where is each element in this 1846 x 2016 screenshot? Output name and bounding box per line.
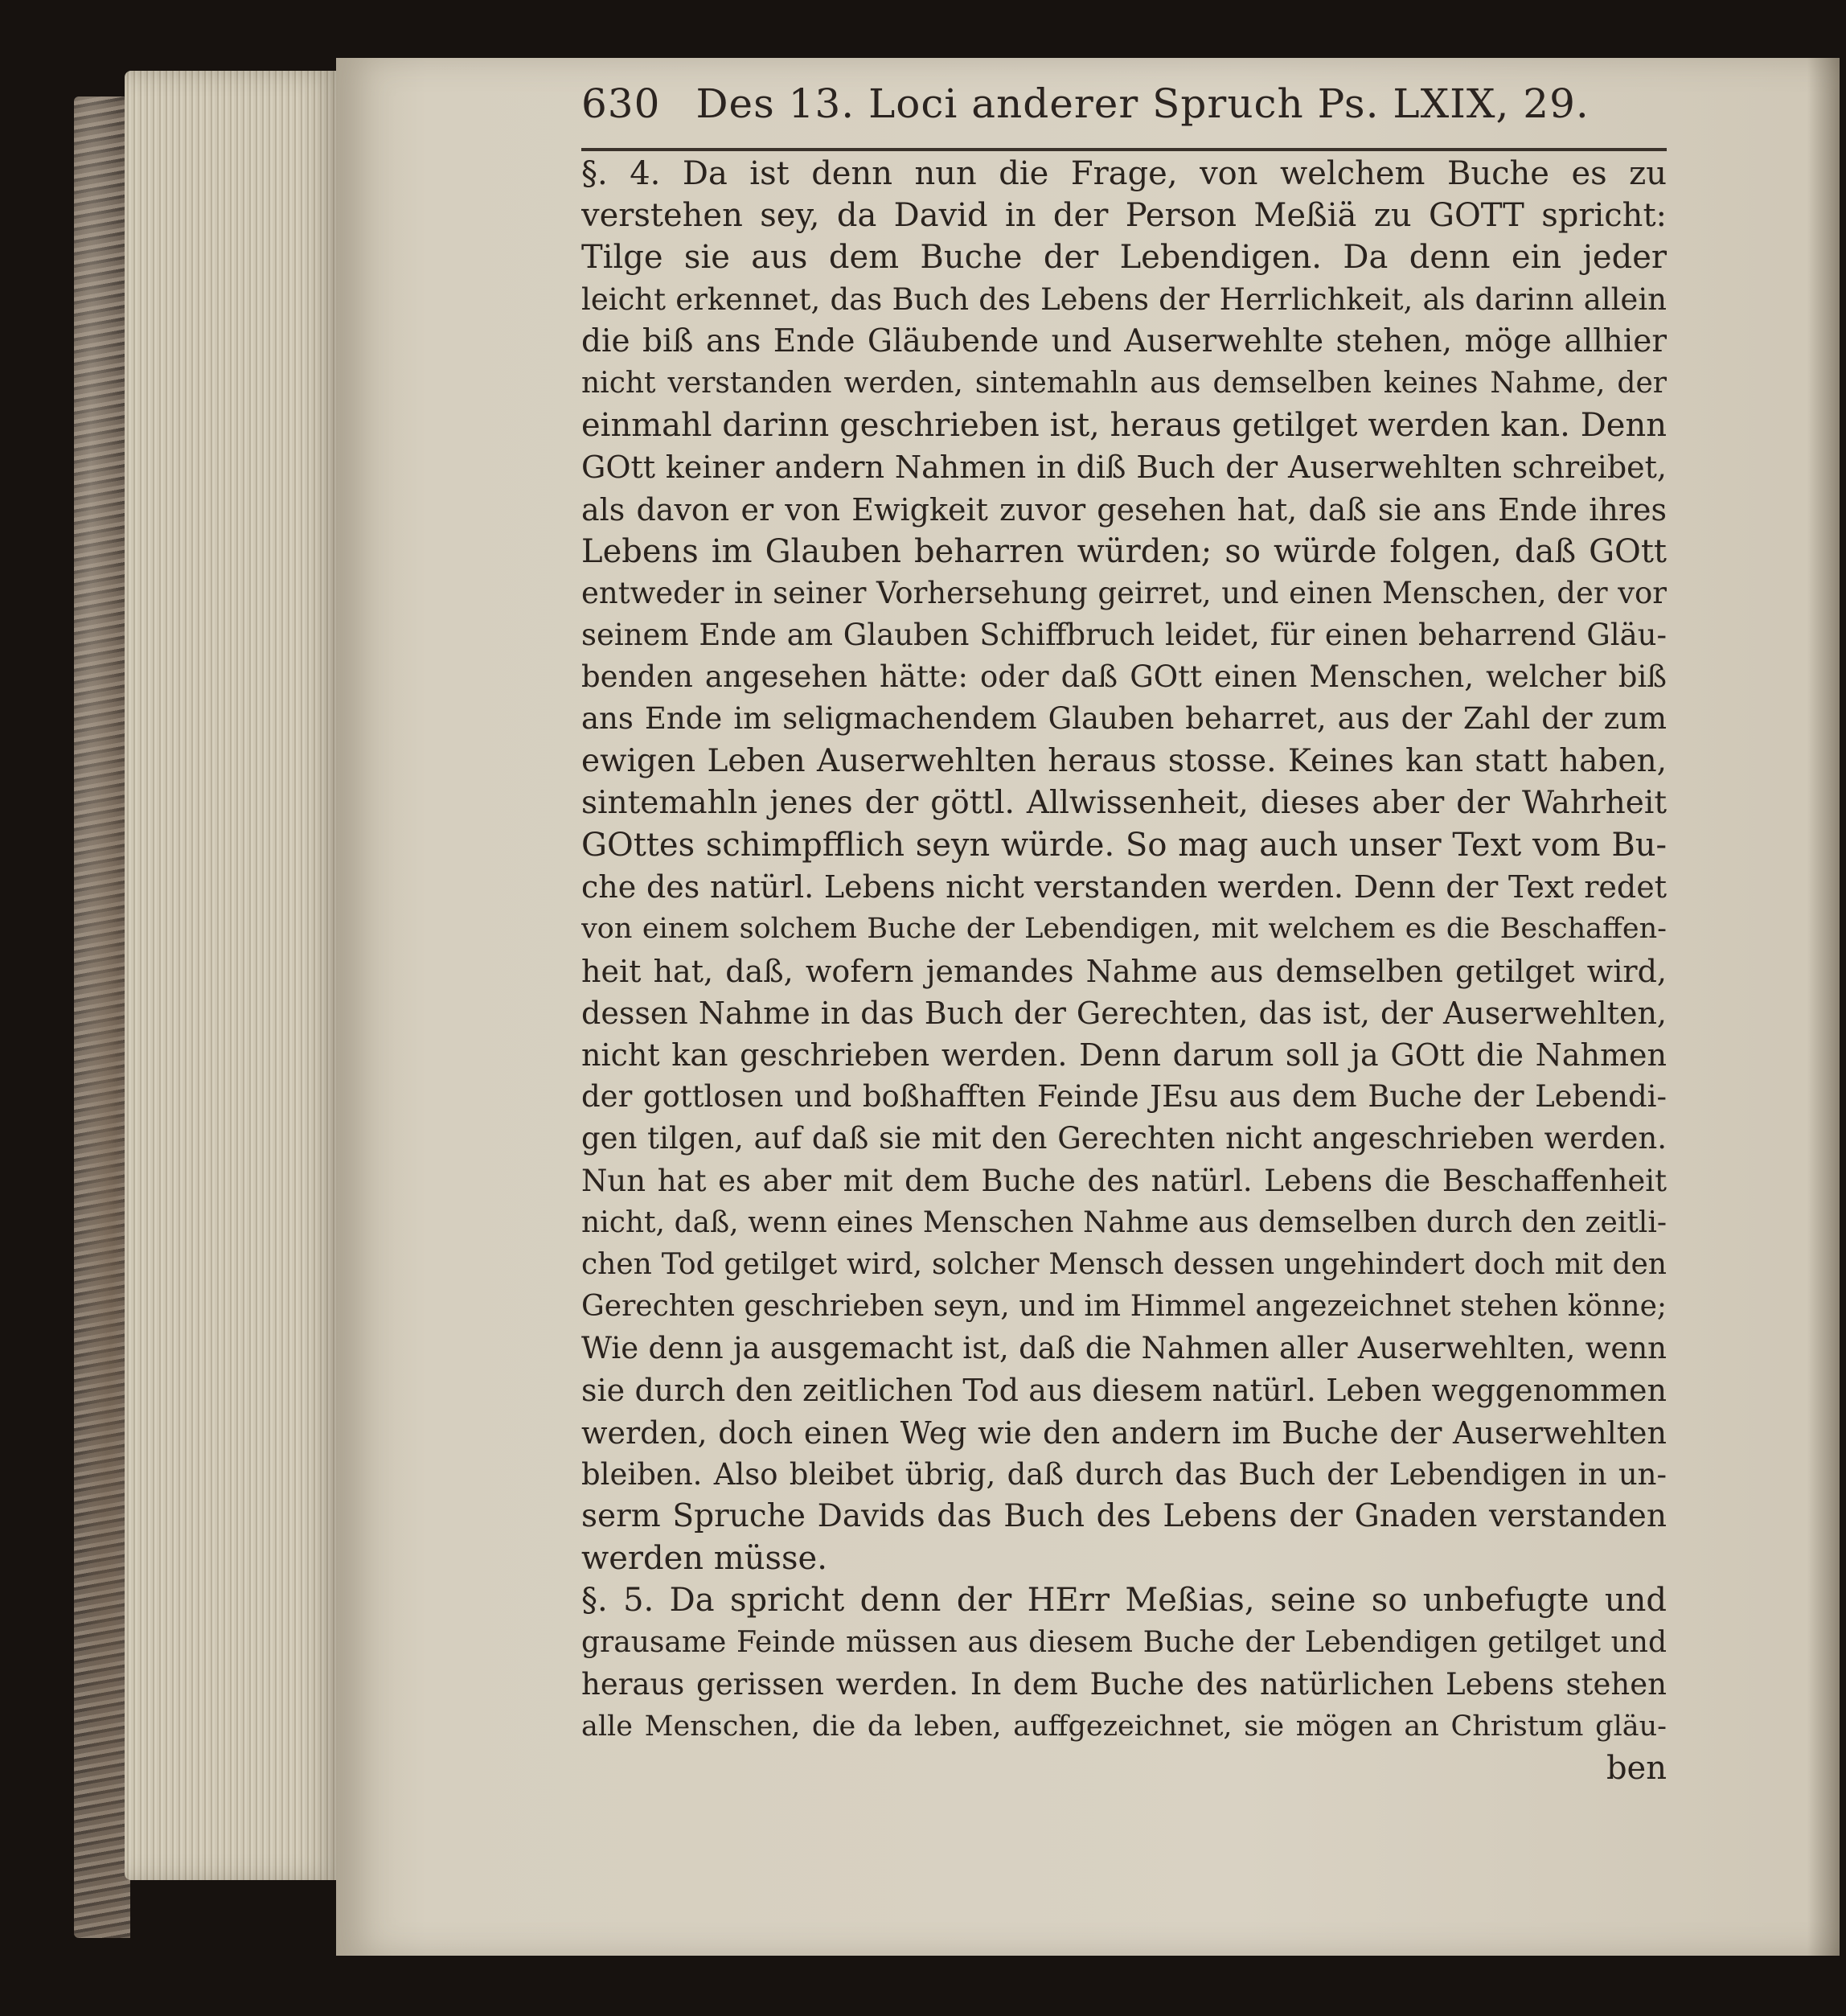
text-line: sie durch den zeitlichen Tod aus diesem natürl. Leben weggenommen [581,1373,1667,1409]
text-line: entweder in seiner Vorhersehung geirret, und einen Menschen, der vor [581,575,1667,610]
text-line: Tilge sie aus dem Buche der Lebendigen. Da denn ein jeder [581,239,1667,277]
text-line: nicht kan geschrieben werden. Denn darum soll ja GOtt die Nahmen [581,1037,1667,1073]
running-header [581,80,1590,127]
text-line: alle Menschen, die da leben, auffgezeichnet, sie mögen an Christum gläu- [581,1710,1667,1743]
page-number: 630 [581,80,661,127]
text-line: ewigen Leben Auserwehlten heraus stosse. Keines kan statt haben, [581,742,1667,779]
text-line: werden, doch einen Weg wie den andern im Buche der Auserwehlten [581,1414,1667,1451]
text-line: §. 5. Da spricht denn der HErr Meßias, seine so unbefugte und [581,1582,1667,1620]
text-line: heit hat, daß, wofern jemandes Nahme aus demselben getilget wird, [581,953,1667,989]
text-line: grausame Feinde müssen aus diesem Buche der Lebendigen getilget und [581,1625,1667,1659]
text-line: nicht, daß, wenn eines Menschen Nahme aus demselben durch den zeitli- [581,1205,1667,1239]
text-line: die biß ans Ende Gläubende und Auserwehlte stehen, möge allhier [581,322,1667,359]
text-line: nicht verstanden werden, sintemahln aus demselben keines Nahme, der [581,366,1667,400]
text-line: ans Ende im seligmachendem Glauben beharret, aus der Zahl der zum [581,701,1667,737]
text-line: serm Spruche Davids das Buch des Lebens der Gnaden verstanden [581,1498,1667,1534]
text-line: heraus gerissen werden. In dem Buche des natürlichen Lebens stehen [581,1666,1667,1702]
text-line: einmahl darinn geschrieben ist, heraus getilget werden kan. Denn [581,407,1667,445]
text-line: als davon er von Ewigkeit zuvor gesehen hat, daß sie ans Ende ihres [581,491,1667,528]
header-rule [581,148,1667,151]
text-line: bleiben. Also bleibet übrig, daß durch das Buch der Lebendigen in un- [581,1456,1667,1492]
text-line: benden angesehen hätte: oder daß GOtt einen Menschen, welcher biß [581,659,1667,695]
text-line: GOttes schimpfflich seyn würde. So mag auch unser Text vom Bu- [581,827,1667,864]
text-line: der gottlosen und boßhafften Feinde JEsu aus dem Buche der Lebendi- [581,1079,1667,1115]
text-line: Wie denn ja ausgemacht ist, daß die Nahmen aller Auserwehlten, wenn [581,1331,1667,1366]
page-edges [125,71,342,1880]
text-line: chen Tod getilget wird, solcher Mensch dessen ungehindert doch mit den [581,1247,1667,1281]
book-page [336,58,1840,1956]
text-line: leicht erkennet, das Buch des Lebens der Herrlichkeit, als darinn allein [581,281,1667,317]
text-line: Lebens im Glauben beharren würden; so würde folgen, daß GOtt [581,532,1667,570]
text-line: sintemahln jenes der göttl. Allwissenheit, dieses aber der Wahrheit [581,784,1667,821]
text-line: verstehen sey, da David in der Person Meßiä zu GOTT spricht: [581,197,1667,235]
text-line: gen tilgen, auf daß sie mit den Gerechten nicht angeschrieben werden. [581,1121,1667,1156]
text-line: werden müsse. [581,1540,827,1578]
text-line: Nun hat es aber mit dem Buche des natürl. Lebens die Beschaffenheit [581,1163,1667,1198]
text-line: Gerechten geschrieben seyn, und im Himmel angezeichnet stehen könne; [581,1290,1667,1324]
text-line: dessen Nahme in das Buch der Gerechten, das ist, der Auserwehlten, [581,995,1667,1031]
marbled-cover [74,96,130,1938]
text-line: §. 4. Da ist denn nun die Frage, von welchem Buche es zu [581,155,1667,192]
catchword: ben [1606,1750,1667,1788]
text-line: seinem Ende am Glauben Schiffbruch leidet, für einen beharrend Gläu- [581,618,1667,653]
text-line: che des natürl. Lebens nicht verstanden werden. Denn der Text redet [581,869,1667,905]
page-body-text [581,153,1667,1789]
page-gutter-shadow [1807,58,1840,1956]
running-title: Des 13. Loci anderer Spruch Ps. LXIX, 29. [695,80,1590,127]
text-line: von einem solchem Buche der Lebendigen, mit welchem es die Beschaffen- [581,913,1667,946]
text-line: GOtt keiner andern Nahmen in diß Buch der Auserwehlten schreibet, [581,450,1667,486]
